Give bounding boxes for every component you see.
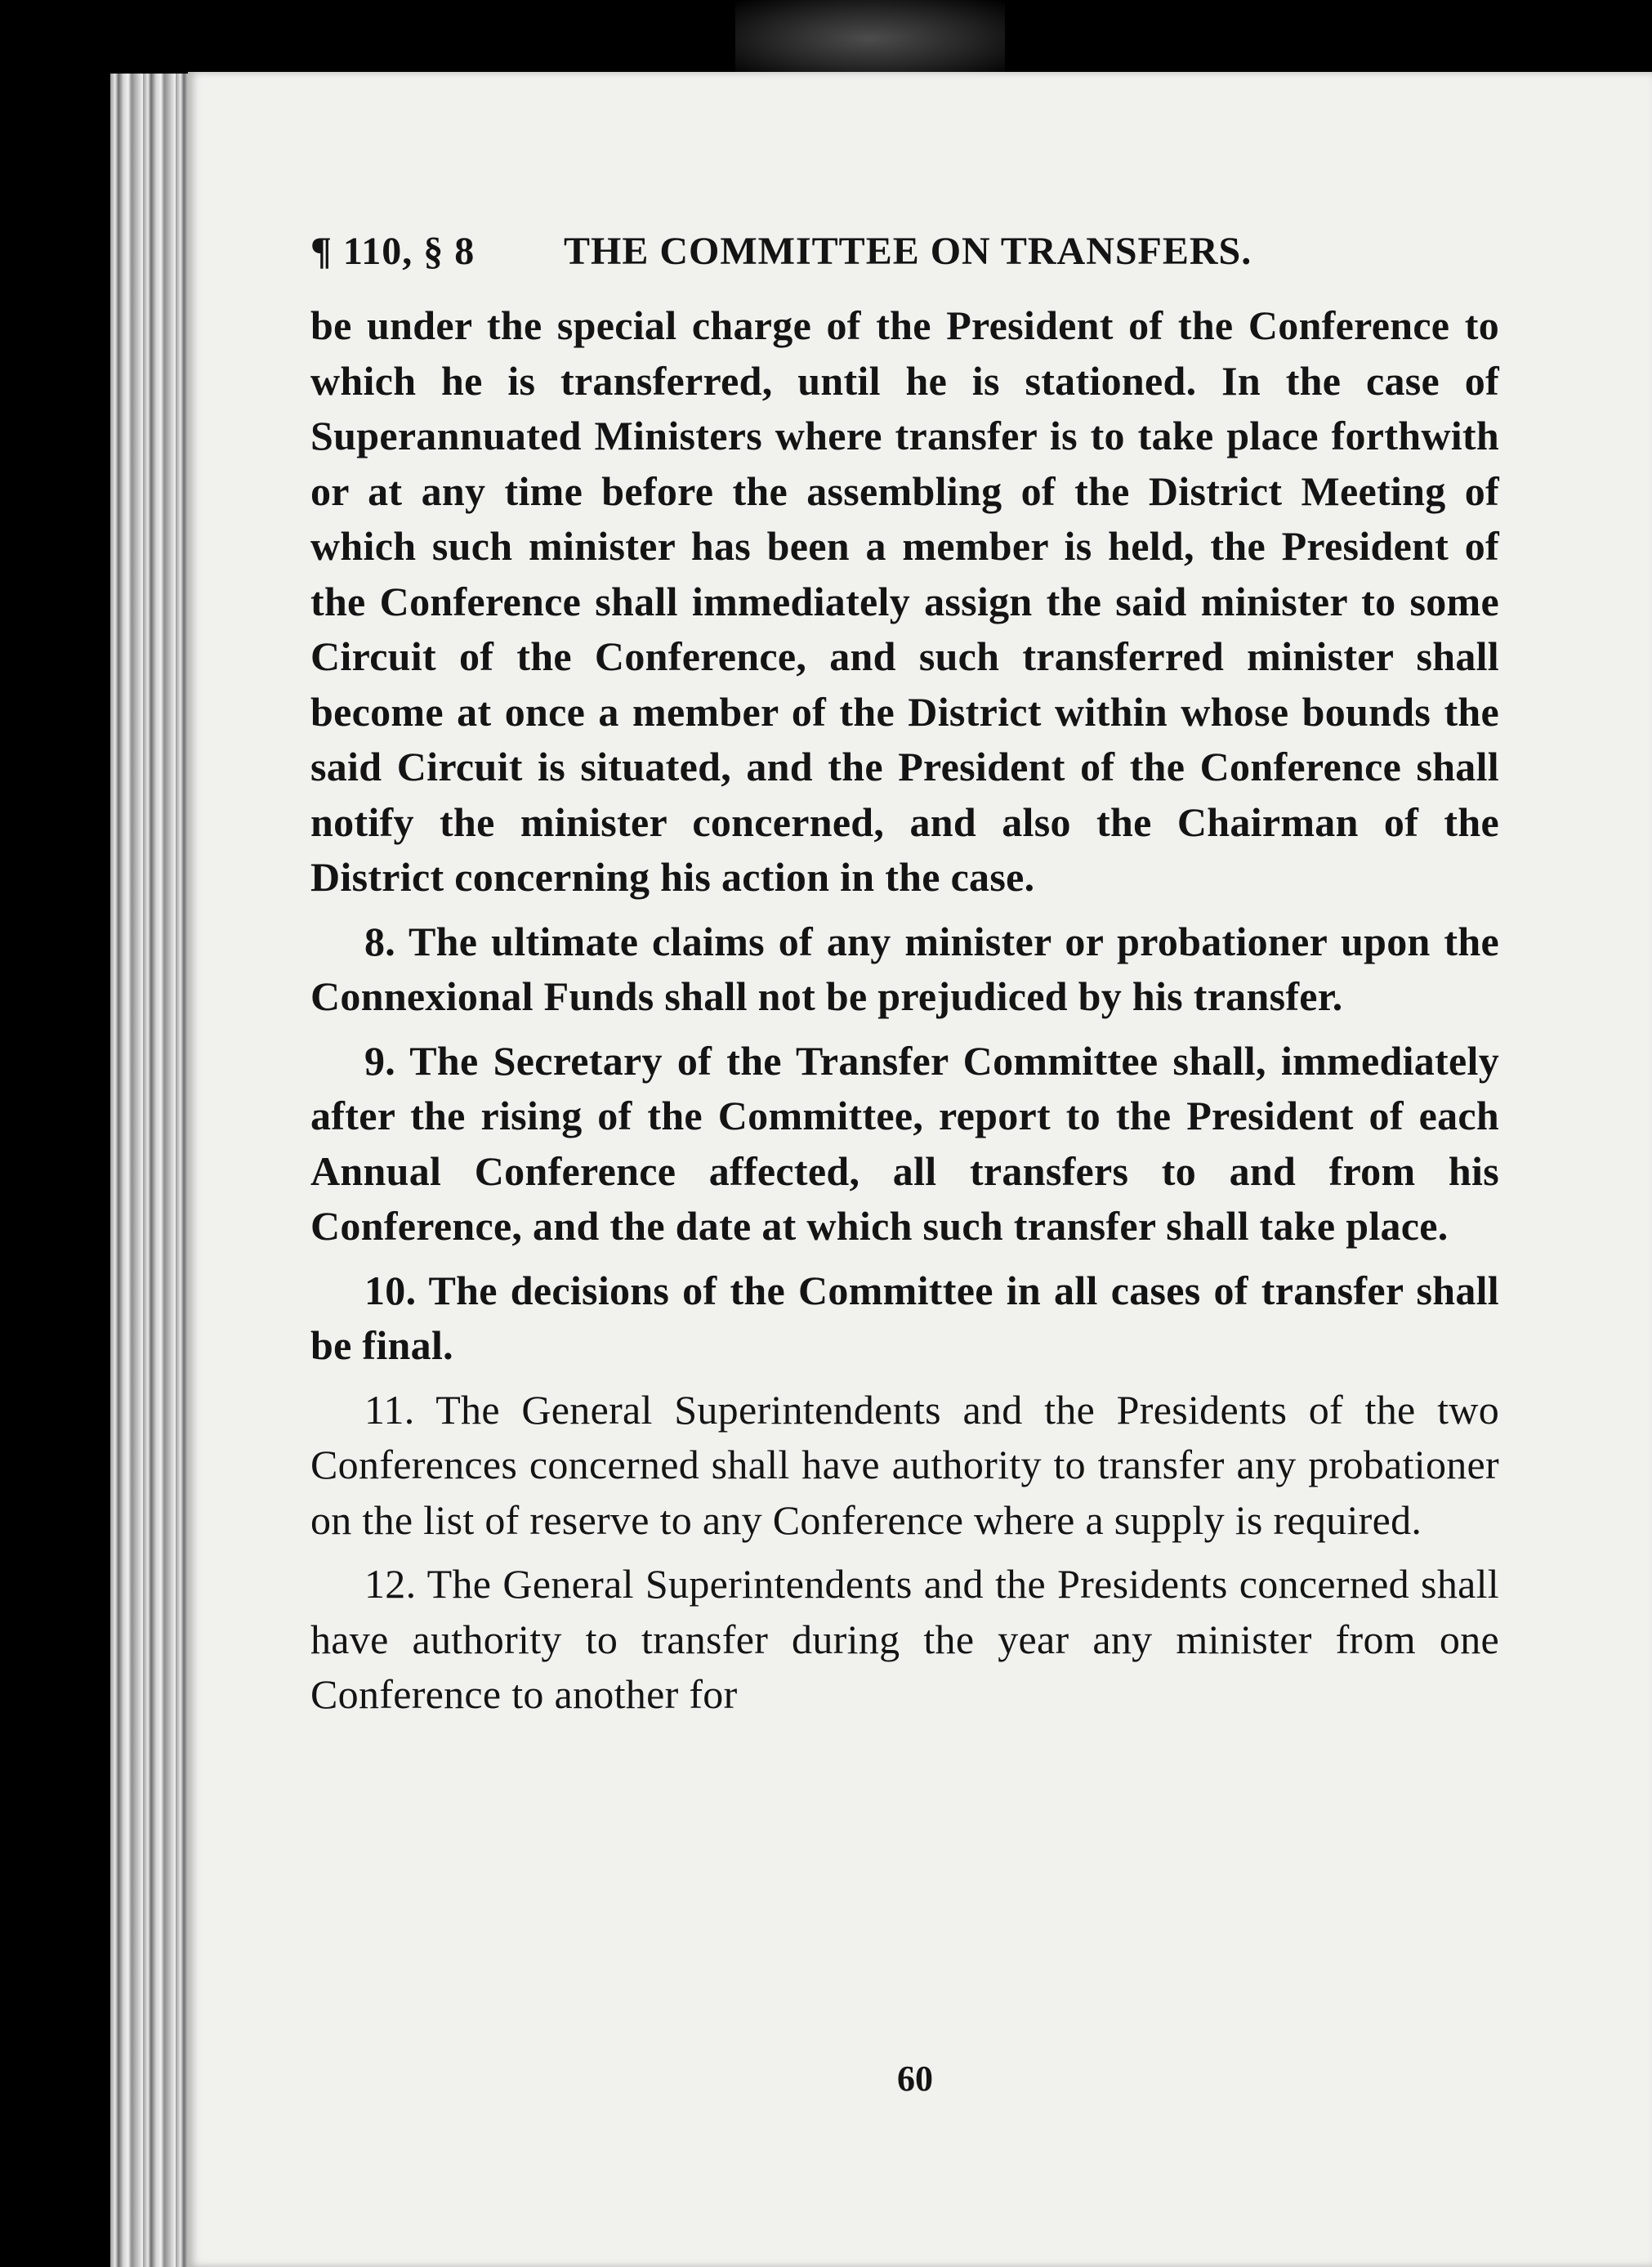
running-head xyxy=(310,229,1499,274)
binding-edge xyxy=(110,74,200,2267)
top-smudge xyxy=(735,0,1005,78)
page-number: 60 xyxy=(897,2059,933,2099)
paragraph-continuation: be under the special charge of the President of the Conference to which he is transferred, until he is stationed. In the case of Superannuated Ministers where transfer is to take place forthwith or at any time before the assembling of the District Meeting of which such minister has been a member is held, the President of the Conference shall immediately assign the said minister to some Circuit of the Conference, and such transferred minister shall become at once a member of the District within whose bounds the said Circuit is situated, and the President of the Conference shall notify the minister concerned, and also the Chairman of the District concerning his action in the case. xyxy=(310,302,1499,900)
running-head-section: ¶ 110, § 8 xyxy=(310,230,476,273)
paragraph-11: 11. The General Superintendents and the Presidents of the two Conferences concerned shall have authority to transfer any probationer on the list of reserve to any Conference where a supply is required. xyxy=(310,1386,1499,1543)
running-head-title: THE COMMITTEE ON TRANSFERS. xyxy=(564,230,1252,273)
page-text xyxy=(310,229,1499,1732)
paragraph-10: 10. The decisions of the Committee in all cases of transfer shall be final. xyxy=(310,1267,1499,1368)
paragraph-9: 9. The Secretary of the Transfer Committee shall, immediately after the rising of the Committee, report to the President of each Annual Conference affected, all transfers to and from his Conference, and the date at which such transfer shall take place. xyxy=(310,1037,1499,1249)
paragraph-8: 8. The ultimate claims of any minister or probationer upon the Connexional Funds shall not be prejudiced by his transfer. xyxy=(310,918,1499,1019)
paragraph-12: 12. The General Superintendents and the Presidents concerned shall have authority to transfer during the year any minister from one Conference to another for xyxy=(310,1561,1499,1717)
